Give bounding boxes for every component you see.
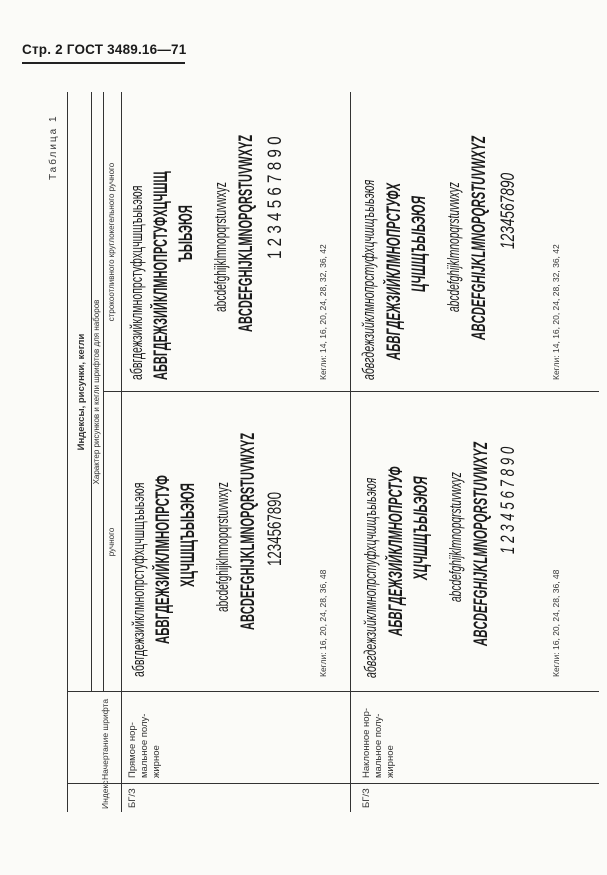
strip-upper-cyr-1: АБВГДЕЖЗИЙКЛМНОПРСТУФХЦЧШЩ — [151, 171, 172, 380]
manual-upper-lat: ABCDEFGHIJKLMNOPQRSTUVWXYZ — [238, 432, 259, 630]
strip-lower-cyr: абвгдежзийклмнопрстуфхцчшщъыьэюя — [127, 185, 146, 380]
manual-upper-cyr-1: АБВГДЕЖЗИЙКЛМНОПРСТУФ — [386, 466, 407, 636]
header-group: Индексы, рисунки, кегли — [76, 333, 87, 451]
font-table — [43, 92, 599, 812]
rule-row-sep — [350, 92, 351, 812]
row-index: БГ/З — [127, 788, 138, 808]
manual-upper-cyr-1: АБВГДЕЖЗИЙКЛМНОПРСТУФ — [153, 475, 174, 644]
rule-index-col — [67, 783, 599, 784]
header-rule — [22, 62, 185, 64]
strip-upper-cyr-1: АБВГДЕЖЗИЙКЛМНОПРСТУФХ — [384, 182, 405, 360]
row-index: БГ/З — [361, 788, 372, 808]
manual-upper-cyr-2: ХЦЧШЩЪЫЬЭЮЯ — [178, 483, 199, 587]
strip-upper-cyr-2: ЪЫЬЭЮЯ — [176, 205, 197, 262]
row-font-name: Прямое нор-мальное полу-жирное — [127, 713, 162, 778]
strip-sizes: Кегли: 14, 16, 20, 24, 28, 32, 36, 42 — [318, 244, 328, 380]
page-header: Стр. 2 ГОСТ 3489.16—71 — [22, 42, 187, 57]
manual-upper-cyr-2: ХЦЧШЩЪЫЬЭЮЯ — [411, 476, 432, 580]
strip-digits: 1234567890 — [498, 172, 519, 249]
header-subgroup: Характер рисунков и кегли шрифтов для наборов — [92, 299, 101, 485]
row-font-name: Наклонное нор-мальное полу-жирное — [361, 707, 396, 778]
header-index: Индекс — [100, 780, 110, 809]
strip-lower-lat: abcdefghijklmnopqrstuvwxyz — [444, 182, 463, 312]
table-caption: Таблица 1 — [48, 114, 59, 180]
rule-subhead-sep — [103, 92, 104, 692]
strip-upper-lat: ABCDEFGHIJKLMNOPQRSTUVWXYZ — [236, 134, 257, 332]
strip-lower-cyr: абвгдежзийклмнопрстуфхцчшщъыьэюя — [359, 179, 378, 380]
manual-lower-lat: abcdefghijklmnopqrstuvwxyz — [213, 482, 232, 612]
manual-sizes: Кегли: 16, 20, 24, 28, 36, 48 — [318, 569, 328, 677]
header-name: Начертание шрифта — [100, 698, 110, 780]
strip-lower-lat: abcdefghijklmnopqrstuvwxyz — [211, 182, 230, 312]
rule-top — [67, 92, 68, 812]
manual-sizes: Кегли: 16, 20, 24, 28, 36, 48 — [551, 569, 561, 677]
strip-sizes: Кегли: 14, 16, 20, 24, 28, 32, 36, 42 — [551, 244, 561, 380]
strip-digits: 1 2 3 4 5 6 7 8 9 0 — [265, 136, 286, 259]
manual-lower-cyr: абвгдежзийклмнопрстуфхцчшщъыьэюя — [129, 482, 148, 677]
strip-upper-lat: ABCDEFGHIJKLMNOPQRSTUVWXYZ — [469, 136, 490, 340]
rule-col-sep — [121, 92, 122, 812]
rule-name-col — [67, 691, 599, 692]
manual-digits: 1 2 3 4 5 6 7 8 9 0 — [498, 446, 519, 554]
header-manual: ручного — [107, 527, 116, 557]
rule-manual-col — [103, 391, 599, 392]
header-strip: строкоотливного круглокегельного ручного — [107, 162, 116, 322]
manual-lower-cyr: абвгдежзийклмнопрстуфхцчшщъыьэюя — [361, 477, 380, 678]
manual-upper-lat: ABCDEFGHIJKLMNOPQRSTUVWXYZ — [471, 442, 492, 646]
manual-lower-lat: abcdefghijklmnopqrstuvwxyz — [446, 472, 465, 602]
strip-upper-cyr-2: ЦЧШЩЪЫЬЭЮЯ — [409, 196, 430, 292]
manual-digits: 1234567890 — [265, 492, 286, 566]
